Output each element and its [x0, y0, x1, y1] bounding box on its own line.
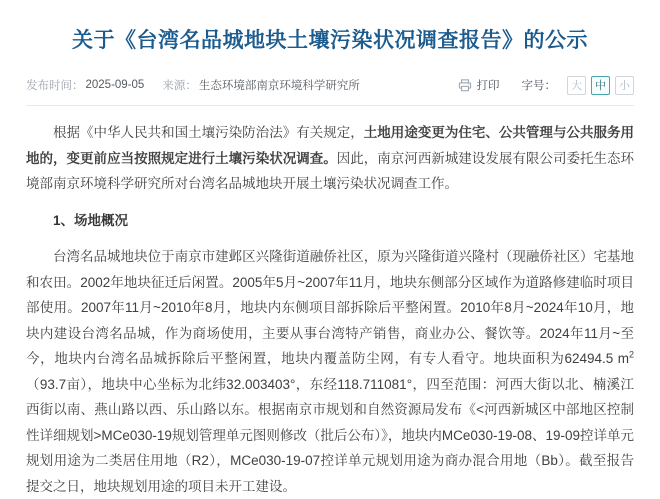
- printer-icon: [458, 79, 472, 92]
- intro-text-pre: 根据《中华人民共和国土壤污染防治法》有关规定，: [53, 125, 364, 140]
- article-body: [26, 120, 634, 499]
- header-divider: [26, 105, 634, 106]
- article-tools: [458, 76, 635, 95]
- page-title: 关于《台湾名品城地块土壤污染状况调查报告》的公示: [72, 29, 588, 52]
- meta-bar: [26, 74, 634, 96]
- paragraph-site-overview: [26, 244, 634, 499]
- intro-text-post: 因此，南京河西新城建设发展有限公司委托生态环境部南京环境科学研究所对台湾名品城地块开展土壤污染状况调查工作。: [26, 150, 635, 191]
- meta-info: [26, 77, 360, 93]
- font-size-large-button[interactable]: 大: [567, 76, 586, 95]
- section-heading-site-overview: 1、场地概况: [53, 212, 129, 228]
- intro-text-emphasis: 土地用途变更为住宅、公共管理与公共服务用地的，变更前应当按照规定进行土壤污染状况调查。: [26, 125, 635, 166]
- publish-time-label: 发布时间：: [26, 80, 84, 92]
- publish-time-value: 2025-09-05: [85, 79, 145, 91]
- site-overview-text-1: 台湾名品城地块位于南京市建邺区兴隆街道融侨社区，原为兴隆街道兴隆村（现融侨社区）宅基地和农田。2002年地块征迁后闲置。2005年5月~2007年11月，地块东侧部分区域作为道路修建临时项目部使用。2007年11月~2010年8月，地块内东侧项目部拆除后平整闲置。2010年8月~2024年10月，地块内建设台湾名品城，作为商场使用，主要从事台湾特产销售，商业办公、餐饮等。2024年11月~至今，地块内台湾名品城拆除后平整闲置，地块内覆盖防尘网，有专人看守。地块面积为62494.5 m: [26, 249, 634, 366]
- font-size-medium-button[interactable]: 中: [591, 76, 610, 95]
- site-overview-text-2: （93.7亩），地块中心坐标为北纬32.003403°，东经118.711081°，四至范围：河西大街以北、楠溪江西街以南、燕山路以西、乐山路以东。根据南京市规划和自然资源局发布《<河西新城区中部地区控制性详细规划>MCe030-19规划管理单元图则修改（批后公布）》，地块内MCe030-19-08、19-09控详单元规划用途为二类居住用地（R2），MCe030-19-07控详单元规划用途为商办混合用地（Bb）。截至报告提交之日，地块规划用途的项目未开工建设。: [26, 376, 634, 494]
- source-label: 来源：: [162, 80, 197, 92]
- square-meter-superscript: 2: [628, 349, 634, 360]
- source-value: 生态环境部南京环境科学研究所: [198, 80, 360, 92]
- announcement-page: [0, 26, 660, 494]
- print-label: 打印: [476, 80, 500, 92]
- print-button[interactable]: [458, 77, 500, 93]
- font-size-small-button[interactable]: 小: [615, 76, 634, 95]
- paragraph-intro: [26, 120, 634, 197]
- font-size-label: 字号：: [521, 80, 556, 92]
